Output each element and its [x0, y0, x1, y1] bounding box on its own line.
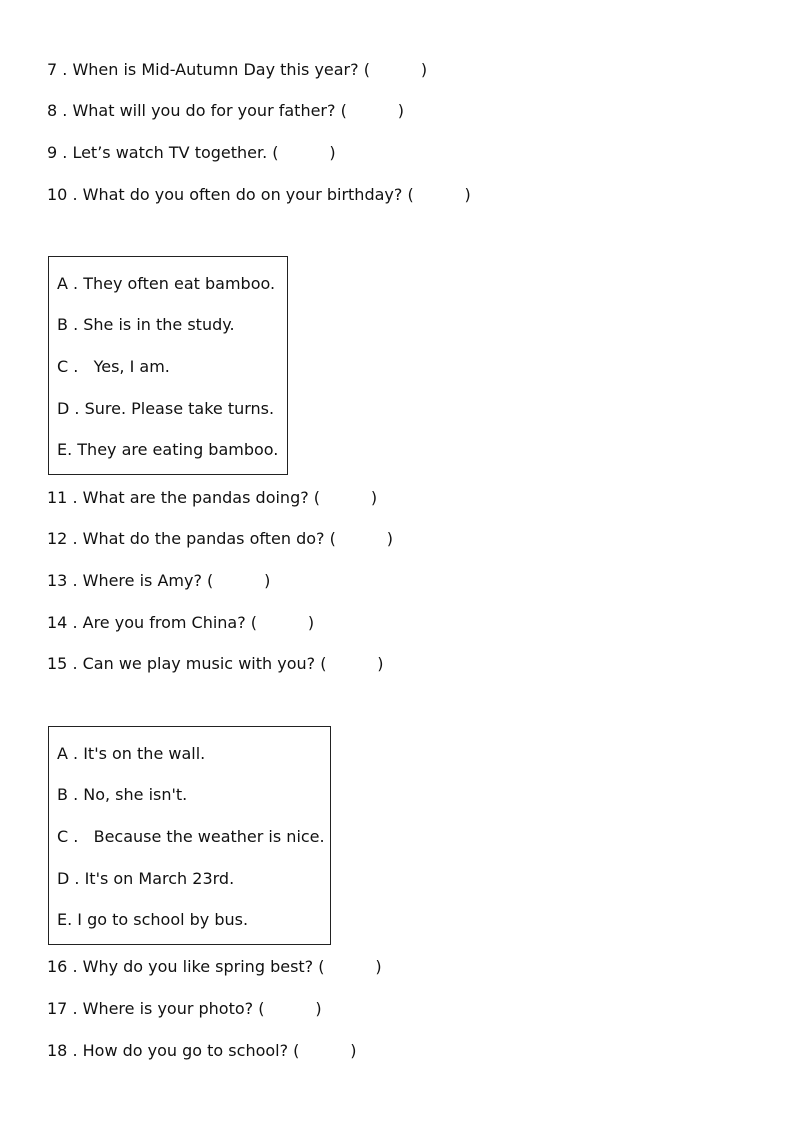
option-a: A . They often eat bamboo. [57, 274, 276, 293]
option-e: E. They are eating bamboo. [57, 440, 279, 459]
option-e: E. I go to school by bus. [57, 910, 249, 929]
question-16: 16 . Why do you like spring best? ( ) [47, 957, 382, 976]
question-7: 7 . When is Mid-Autumn Day this year? ( ) [47, 60, 428, 79]
option-b: B . She is in the study. [57, 315, 235, 334]
question-13: 13 . Where is Amy? ( ) [47, 571, 271, 590]
question-9: 9 . Let’s watch TV together. ( ) [47, 143, 336, 162]
question-15: 15 . Can we play music with you? ( ) [47, 654, 384, 673]
option-c: C . Yes, I am. [57, 357, 170, 376]
option-d: D . It's on March 23rd. [57, 869, 235, 888]
question-10: 10 . What do you often do on your birthday? ( ) [47, 185, 471, 204]
question-17: 17 . Where is your photo? ( ) [47, 999, 322, 1018]
question-18: 18 . How do you go to school? ( ) [47, 1041, 357, 1060]
option-a: A . It's on the wall. [57, 744, 206, 763]
answer-options-box-2 [48, 726, 331, 945]
question-12: 12 . What do the pandas often do? ( ) [47, 529, 393, 548]
option-c: C . Because the weather is nice. [57, 827, 325, 846]
question-14: 14 . Are you from China? ( ) [47, 613, 315, 632]
answer-options-box-1 [48, 256, 288, 475]
question-8: 8 . What will you do for your father? ( ) [47, 101, 404, 120]
question-11: 11 . What are the pandas doing? ( ) [47, 488, 378, 507]
option-b: B . No, she isn't. [57, 785, 188, 804]
option-d: D . Sure. Please take turns. [57, 399, 275, 418]
